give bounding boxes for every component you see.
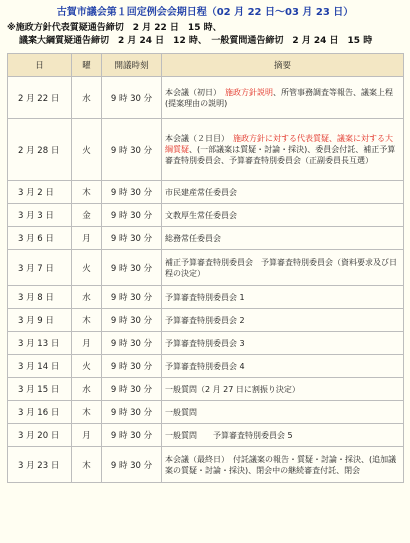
cell-date: 3 月 6 日 xyxy=(8,227,72,250)
cell-date: 3 月 14 日 xyxy=(8,355,72,378)
cell-date: 3 月 23 日 xyxy=(8,447,72,483)
table-row xyxy=(8,355,404,378)
table-row xyxy=(8,119,404,181)
cell-time: 9 時 30 分 xyxy=(102,227,162,250)
summary-text: 補正予算審査特別委員会 予算審査特別委員会（資料要求及び日程の決定） xyxy=(165,257,397,278)
cell-date: 3 月 3 日 xyxy=(8,204,72,227)
table-row xyxy=(8,309,404,332)
cell-date: 3 月 8 日 xyxy=(8,286,72,309)
cell-date: 3 月 2 日 xyxy=(8,181,72,204)
table-row xyxy=(8,378,404,401)
summary-text: 本会議（最終日） 付託議案の報告・質疑・討論・採決、(追加議案の質疑・討論・採決)、閉会中の継続審査付託、閉会 xyxy=(165,454,397,475)
table-row xyxy=(8,250,404,286)
cell-summary xyxy=(162,401,404,424)
schedule-table xyxy=(7,53,404,483)
summary-text: 、(一部議案は質疑・討論・採決)、委員会付託、補正予算審査特別委員会、予算審査特別委員会（正副委員長互選） xyxy=(165,145,396,165)
summary-text: 予算審査特別委員会 3 xyxy=(165,338,245,348)
cell-date: 3 月 15 日 xyxy=(8,378,72,401)
cell-day: 水 xyxy=(72,286,102,309)
cell-date: 2 月 28 日 xyxy=(8,119,72,181)
cell-time: 9 時 30 分 xyxy=(102,181,162,204)
cell-summary xyxy=(162,332,404,355)
summary-text: 市民建産常任委員会 xyxy=(165,187,237,197)
header-time: 開議時刻 xyxy=(102,54,162,77)
cell-summary xyxy=(162,227,404,250)
summary-highlight: 施政方針に対する代表質疑、議案に対する大綱質疑 xyxy=(165,134,393,154)
cell-date: 3 月 7 日 xyxy=(8,250,72,286)
cell-day: 月 xyxy=(72,227,102,250)
table-row xyxy=(8,332,404,355)
cell-summary xyxy=(162,119,404,181)
cell-day: 火 xyxy=(72,250,102,286)
cell-day: 金 xyxy=(72,204,102,227)
cell-time: 9 時 30 分 xyxy=(102,378,162,401)
cell-time: 9 時 30 分 xyxy=(102,447,162,483)
summary-text: 一般質問 予算審査特別委員会 5 xyxy=(165,430,293,440)
header-date: 日 xyxy=(8,54,72,77)
cell-date: 2 月 22 日 xyxy=(8,77,72,119)
summary-text: 一般質問 xyxy=(165,407,197,417)
cell-day: 木 xyxy=(72,181,102,204)
cell-day: 水 xyxy=(72,77,102,119)
cell-day: 火 xyxy=(72,119,102,181)
cell-day: 木 xyxy=(72,309,102,332)
cell-summary xyxy=(162,77,404,119)
cell-time: 9 時 30 分 xyxy=(102,424,162,447)
cell-time: 9 時 30 分 xyxy=(102,77,162,119)
cell-day: 木 xyxy=(72,447,102,483)
table-row xyxy=(8,204,404,227)
table-row xyxy=(8,77,404,119)
table-row xyxy=(8,447,404,483)
cell-summary xyxy=(162,250,404,286)
cell-day: 月 xyxy=(72,332,102,355)
summary-highlight: 施政方針説明 xyxy=(225,87,273,97)
header-day: 曜 xyxy=(72,54,102,77)
table-row xyxy=(8,401,404,424)
summary-text: 予算審査特別委員会 4 xyxy=(165,361,245,371)
summary-text: 一般質問（2 月 27 日に割振り決定） xyxy=(165,384,300,394)
cell-time: 9 時 30 分 xyxy=(102,309,162,332)
deadline-note-2: 議案大綱質疑通告締切 2 月 24 日 12 時、 一般質問通告締切 2 月 24 日 15 時 xyxy=(19,36,373,46)
summary-text: 、所管事務調査等報告、議案上程(提案理由の説明) xyxy=(165,87,393,108)
cell-summary xyxy=(162,204,404,227)
cell-time: 9 時 30 分 xyxy=(102,286,162,309)
cell-day: 月 xyxy=(72,424,102,447)
cell-day: 木 xyxy=(72,401,102,424)
cell-time: 9 時 30 分 xyxy=(102,250,162,286)
summary-text: 予算審査特別委員会 2 xyxy=(165,315,245,325)
summary-text: 本会議（２日目） xyxy=(165,134,233,143)
cell-summary xyxy=(162,378,404,401)
cell-summary xyxy=(162,309,404,332)
schedule-rows xyxy=(8,77,404,483)
header-summary: 摘要 xyxy=(162,54,404,77)
cell-day: 水 xyxy=(72,378,102,401)
cell-date: 3 月 20 日 xyxy=(8,424,72,447)
cell-time: 9 時 30 分 xyxy=(102,332,162,355)
summary-text: 予算審査特別委員会 1 xyxy=(165,292,245,302)
cell-date: 3 月 13 日 xyxy=(8,332,72,355)
table-row xyxy=(8,181,404,204)
cell-time: 9 時 30 分 xyxy=(102,204,162,227)
cell-summary xyxy=(162,447,404,483)
cell-summary xyxy=(162,424,404,447)
table-header-row xyxy=(8,54,404,77)
table-row xyxy=(8,286,404,309)
deadline-note-1: ※施政方針代表質疑通告締切 2 月 22 日 15 時、 xyxy=(7,23,222,33)
table-row xyxy=(8,227,404,250)
cell-time: 9 時 30 分 xyxy=(102,119,162,181)
summary-text: 本会議（初日） xyxy=(165,87,225,97)
cell-time: 9 時 30 分 xyxy=(102,355,162,378)
cell-date: 3 月 9 日 xyxy=(8,309,72,332)
cell-summary xyxy=(162,181,404,204)
page-title: 古賀市議会第１回定例会会期日程（02 月 22 日～03 月 23 日） xyxy=(56,7,354,18)
cell-summary xyxy=(162,355,404,378)
cell-day: 火 xyxy=(72,355,102,378)
cell-date: 3 月 16 日 xyxy=(8,401,72,424)
summary-text: 文教厚生常任委員会 xyxy=(165,210,237,220)
cell-summary xyxy=(162,286,404,309)
cell-time: 9 時 30 分 xyxy=(102,401,162,424)
summary-text: 総務常任委員会 xyxy=(165,233,221,243)
table-row xyxy=(8,424,404,447)
